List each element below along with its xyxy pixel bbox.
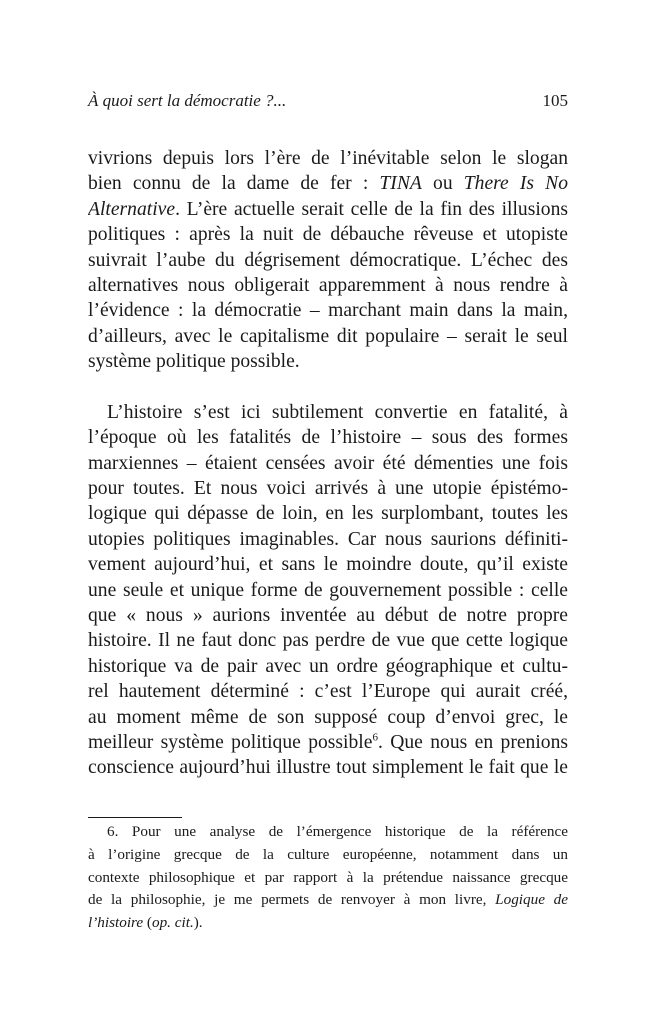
text-line: logique qui dépasse de loin, en les surplombant, toutes les — [88, 503, 568, 525]
text-line: histoire. Il ne faut donc pas perdre de vue que cette logique — [88, 630, 568, 652]
paragraph-2 — [88, 400, 568, 781]
footnote-reference[interactable]: 6 — [372, 731, 378, 744]
text-line: système politique possible. — [88, 351, 300, 373]
text-line: historique va de pair avec un ordre géographique et cultu- — [88, 655, 568, 677]
text-line: au moment même de son supposé coup d’envoi grec, le — [88, 706, 568, 728]
text-line: politiques : après la nuit de débauche rêveuse et utopiste — [88, 224, 568, 246]
text-line: pour toutes. Et nous voici arrivés à une utopie épistémo- — [88, 478, 568, 500]
text-line: conscience aujourd’hui illustre tout simplement le fait que le — [88, 757, 568, 779]
book-title: l’histoire — [88, 914, 144, 932]
footnote-line: de la philosophie, je me permets de renvoyer à mon livre, Logique de — [88, 891, 568, 909]
footnote-6 — [88, 821, 568, 935]
paragraph-gap — [88, 375, 568, 400]
text-line: L’histoire s’est ici subtilement convertie en fatalité, à — [107, 401, 568, 423]
book-title: Logique de — [495, 891, 568, 909]
text-line: utopies politiques imaginables. Car nous saurions définiti- — [88, 528, 568, 550]
footnote-separator — [88, 817, 182, 818]
text-line: vement aujourd’hui, et sans le moindre doute, qu’il existe — [88, 554, 568, 576]
emphasis: Alternative — [88, 198, 176, 220]
emphasis: TINA — [379, 173, 422, 195]
text-line: l’époque où les fatalités de l’histoire – sous des formes — [88, 427, 568, 449]
running-head-title: À quoi sert la démocratie ?... — [88, 91, 287, 110]
emphasis: There Is No — [463, 173, 568, 195]
text-line: Alternative. L’ère actuelle serait celle de la fin des illusions — [88, 198, 568, 220]
footnote-line: l’histoire (op. cit.). — [88, 914, 203, 932]
text-line: rel hautement déterminé : c’est l’Europe qui aurait créé, — [88, 681, 568, 703]
text-line: bien connu de la dame de fer : TINA ou There Is No — [88, 173, 568, 195]
text-line: l’évidence : la démocratie – marchant main dans la main, — [88, 300, 568, 322]
body-text — [88, 146, 568, 781]
page-number: 105 — [542, 91, 568, 110]
footnote-line: 6. Pour une analyse de l’émergence historique de la référence — [107, 823, 568, 840]
text-line: que « nous » aurions inventée au début de notre propre — [88, 605, 568, 627]
footnote-line: à l’origine grecque de la culture européenne, notamment dans un — [88, 845, 568, 863]
paragraph-1 — [88, 146, 568, 375]
text-line: meilleur système politique possible$^6$. Que nous en prenions — [88, 731, 568, 753]
text-line: marxiennes – étaient censées avoir été démenties une fois — [88, 452, 568, 474]
text-line: alternatives nous obligerait apparemment à nous rendre à — [88, 274, 568, 296]
text-line: une seule et unique forme de gouvernement possible : celle — [88, 579, 568, 601]
text-line: d’ailleurs, avec le capitalisme dit populaire – serait le seul — [88, 325, 568, 347]
text-line: vivrions depuis lors l’ère de l’inévitable selon le slogan — [88, 148, 568, 169]
footnote-line: contexte philosophique et par rapport à la prétendue naissance grecque — [88, 868, 568, 886]
citation-abbrev: op. cit. — [151, 914, 194, 932]
running-head — [88, 89, 568, 113]
text-line: suivrait l’aube du dégrisement démocratique. L’échec des — [88, 249, 568, 271]
